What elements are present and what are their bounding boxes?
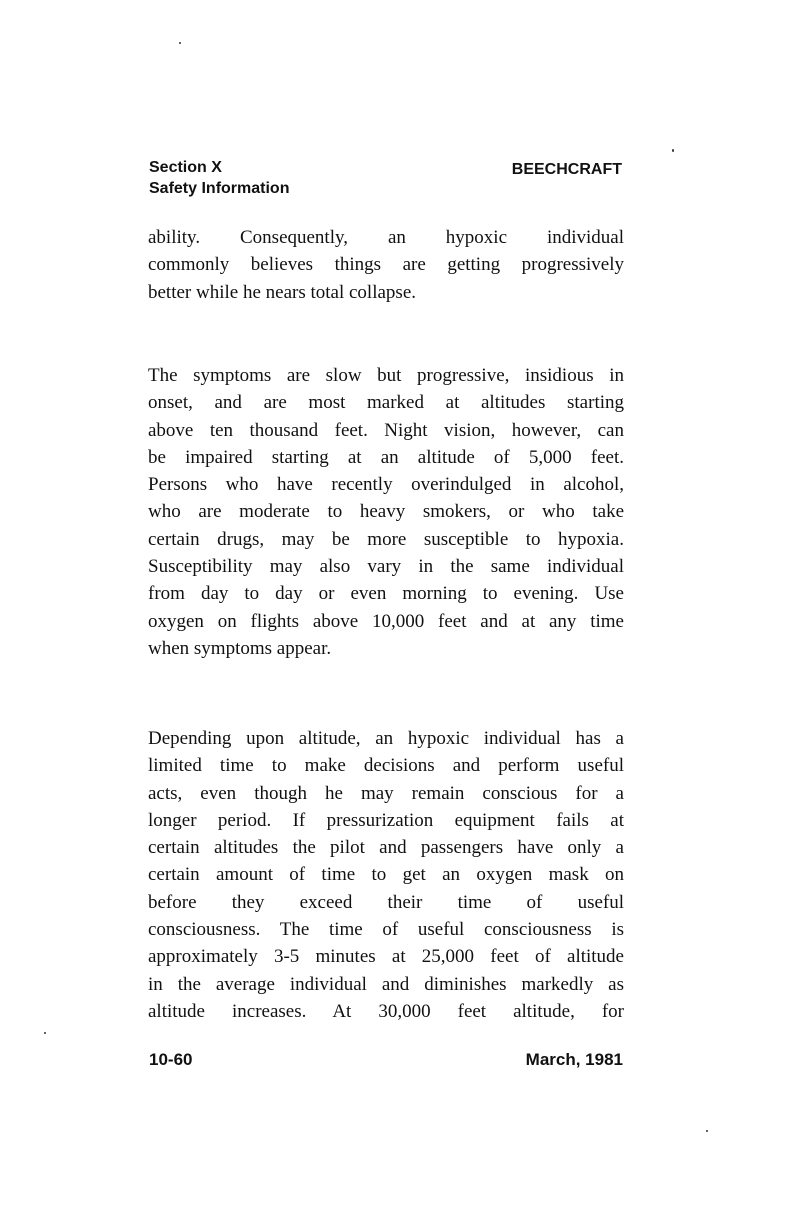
paragraph-3 xyxy=(148,725,624,1025)
brand-name: BEECHCRAFT xyxy=(511,161,622,178)
text-line: altitude increases. At 30,000 feet altitude, for xyxy=(148,1000,624,1022)
paragraph-2 xyxy=(148,362,624,662)
text-line: above ten thousand feet. Night vision, however, can xyxy=(148,419,624,441)
text-line: limited time to make decisions and perform useful xyxy=(148,755,624,777)
text-line: before they exceed their time of useful xyxy=(148,891,624,913)
text-line: The symptoms are slow but progressive, insidious in xyxy=(148,365,624,386)
text-line: who are moderate to heavy smokers, or who take xyxy=(148,501,624,523)
text-line: Susceptibility may also vary in the same individual xyxy=(148,556,624,578)
scan-speck xyxy=(706,1130,708,1132)
text-line: certain drugs, may be more susceptible to hypoxia. xyxy=(148,528,624,550)
text-line: in the average individual and diminishes markedly as xyxy=(148,973,624,995)
text-line: be impaired starting at an altitude of 5,000 feet. xyxy=(148,446,624,468)
text-line: onset, and are most marked at altitudes starting xyxy=(148,392,624,414)
text-line: certain altitudes the pilot and passengers have only a xyxy=(148,837,624,859)
section-title: Safety Information xyxy=(149,180,290,197)
revision-date: March, 1981 xyxy=(525,1050,623,1069)
text-line: oxygen on flights above 10,000 feet and at any time xyxy=(148,610,624,632)
text-line: consciousness. The time of useful consciousness is xyxy=(148,919,624,941)
text-line: commonly believes things are getting progressively xyxy=(148,254,624,276)
text-line: Persons who have recently overindulged in alcohol, xyxy=(148,474,624,496)
text-line: from day to day or even morning to evening. Use xyxy=(148,583,624,605)
scan-speck xyxy=(672,149,674,152)
text-line: better while he nears total collapse. xyxy=(148,281,417,303)
page-number: 10-60 xyxy=(149,1050,193,1069)
paragraph-1 xyxy=(148,224,624,306)
text-line: when symptoms appear. xyxy=(148,637,332,659)
section-number: Section X xyxy=(149,159,222,176)
scan-speck xyxy=(44,1032,46,1034)
text-line: longer period. If pressurization equipment fails at xyxy=(148,809,624,831)
text-line: certain amount of time to get an oxygen mask on xyxy=(148,864,624,886)
text-line: Depending upon altitude, an hypoxic individual has a xyxy=(148,728,624,749)
text-line: ability. Consequently, an hypoxic individual xyxy=(148,227,624,248)
text-line: approximately 3-5 minutes at 25,000 feet of altitude xyxy=(148,946,624,968)
scan-speck xyxy=(179,42,181,44)
text-line: acts, even though he may remain conscious for a xyxy=(148,782,624,804)
section-heading xyxy=(149,157,289,199)
